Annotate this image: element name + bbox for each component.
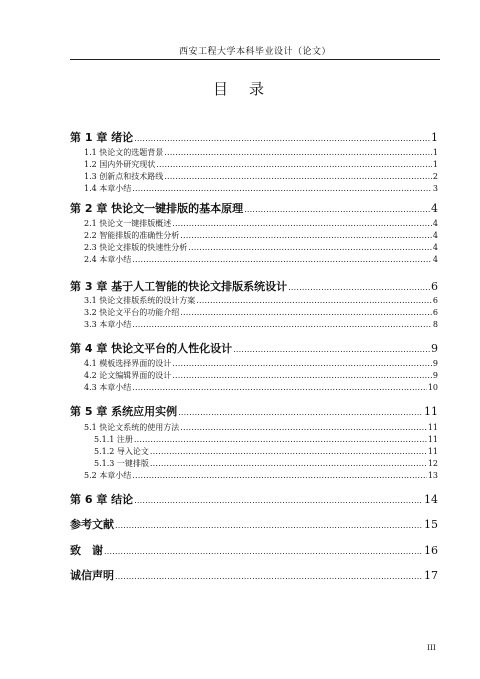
header-rule: [70, 59, 440, 60]
toc-entry-page: 16: [424, 544, 438, 557]
toc-entry-label: 5.1.3 一键排版: [94, 459, 149, 468]
dot-leader: [132, 471, 427, 480]
dot-leader: [115, 569, 423, 582]
toc-section-entry[interactable]: [84, 307, 438, 318]
dot-leader: [180, 308, 432, 317]
toc-entry-label: 致 谢: [70, 544, 103, 557]
toc-chapter-entry[interactable]: [70, 491, 438, 507]
toc-entry-page: 2: [432, 172, 438, 181]
dot-leader: [150, 447, 427, 456]
dot-leader: [233, 342, 430, 355]
dot-leader: [115, 518, 423, 531]
toc-entry-page: 6: [431, 280, 438, 293]
toc-entry-label: 第 4 章 快论文平台的人性化设计: [70, 342, 233, 355]
toc-entry-page: 4: [432, 231, 438, 240]
dot-leader: [134, 131, 430, 144]
dot-leader: [132, 255, 432, 264]
toc-section-entry[interactable]: [84, 218, 438, 229]
toc-chapter-entry[interactable]: [70, 516, 438, 532]
toc-entry-label: 5.2 本章小结: [84, 471, 132, 480]
toc-section-entry[interactable]: [84, 370, 438, 381]
toc-entry-page: 15: [424, 518, 438, 531]
toc-chapter-entry[interactable]: [70, 542, 438, 558]
toc-entry-page: 8: [432, 320, 438, 329]
toc-entry-label: 3.1 快论文排版系统的设计方案: [84, 296, 196, 305]
toc-entry-label: 2.4 本章小结: [84, 255, 132, 264]
toc-chapter-entry[interactable]: [70, 340, 438, 356]
toc-entry-label: 2.3 快论文排版的快速性分析: [84, 243, 188, 252]
toc-entry-page: 6: [432, 308, 438, 317]
toc-entry-page: 13: [427, 471, 438, 480]
toc-entry-label: 1.4 本章小结: [84, 184, 132, 193]
toc-entry-page: 9: [432, 359, 438, 368]
toc-entry-page: 4: [432, 255, 438, 264]
dot-leader: [172, 371, 432, 380]
toc-entry-label: 第 2 章 快论文一键排版的基本原理: [70, 202, 244, 215]
toc-entry-label: 5.1.2 导入论文: [94, 447, 149, 456]
toc-entry-label: 3.2 快论文平台的功能介绍: [84, 308, 180, 317]
dot-leader: [134, 435, 427, 444]
toc-title: 目 录: [212, 80, 267, 98]
toc-entry-page: 12: [427, 459, 438, 468]
dot-leader: [156, 160, 432, 169]
toc-chapter-entry[interactable]: [70, 403, 438, 419]
toc-entry-page: 14: [424, 493, 438, 506]
toc-section-entry[interactable]: [84, 171, 438, 182]
toc-section-entry[interactable]: [84, 230, 438, 241]
dot-leader: [178, 405, 423, 418]
toc-section-entry[interactable]: [84, 295, 438, 306]
dot-leader: [104, 544, 423, 557]
toc-entry-page: 11: [427, 423, 438, 432]
toc-entry-page: 1: [432, 160, 438, 169]
toc-subsection-entry[interactable]: [94, 446, 438, 457]
toc-section-entry[interactable]: [84, 382, 438, 393]
toc-section-entry[interactable]: [84, 358, 438, 369]
toc-entry-label: 4.3 本章小结: [84, 383, 132, 392]
toc-section-entry[interactable]: [84, 254, 438, 265]
dot-leader: [164, 148, 432, 157]
dot-leader: [172, 219, 432, 228]
dot-leader: [134, 493, 423, 506]
toc-chapter-entry[interactable]: [70, 129, 438, 145]
toc-entry-label: 5.1 快论文系统的使用方法: [84, 423, 180, 432]
toc-entry-page: 11: [427, 447, 438, 456]
toc-chapter-entry[interactable]: [70, 278, 438, 294]
toc-subsection-entry[interactable]: [94, 458, 438, 469]
toc-entry-label: 1.3 创新点和技术路线: [84, 172, 164, 181]
toc-section-entry[interactable]: [84, 422, 438, 433]
toc-entry-page: 6: [432, 296, 438, 305]
dot-leader: [132, 320, 432, 329]
toc-entry-page: 3: [432, 184, 438, 193]
dot-leader: [164, 172, 432, 181]
toc-entry-label: 2.2 智能排版的准确性分析: [84, 231, 180, 240]
toc-subsection-entry[interactable]: [94, 434, 438, 445]
toc-entry-page: 1: [431, 131, 438, 144]
toc-chapter-entry[interactable]: [70, 567, 438, 583]
toc-section-entry[interactable]: [84, 147, 438, 158]
dot-leader: [288, 280, 430, 293]
dot-leader: [132, 383, 427, 392]
toc-section-entry[interactable]: [84, 159, 438, 170]
toc-section-entry[interactable]: [84, 242, 438, 253]
dot-leader: [132, 184, 432, 193]
toc-entry-page: 9: [431, 342, 438, 355]
toc-entry-label: 2.1 快论文一键排版概述: [84, 219, 172, 228]
dot-leader: [172, 359, 432, 368]
page-header: 西安工程大学本科毕业设计（论文）: [178, 47, 331, 57]
toc-entry-page: 4: [431, 202, 438, 215]
toc-chapter-entry[interactable]: [70, 200, 438, 216]
dot-leader: [244, 202, 430, 215]
dot-leader: [180, 423, 427, 432]
toc-entry-page: 4: [432, 219, 438, 228]
toc-entry-label: 第 5 章 系统应用实例: [70, 405, 178, 418]
toc-entry-page: 9: [432, 371, 438, 380]
page-number: III: [427, 643, 436, 652]
dot-leader: [188, 243, 432, 252]
toc-entry-page: 11: [424, 405, 438, 418]
toc-entry-page: 4: [432, 243, 438, 252]
toc-section-entry[interactable]: [84, 319, 438, 330]
dot-leader: [196, 296, 432, 305]
toc-entry-label: 第 3 章 基于人工智能的快论文排版系统设计: [70, 280, 288, 293]
toc-entry-page: 11: [427, 435, 438, 444]
toc-entry-page: 1: [432, 148, 438, 157]
toc-entry-page: 17: [424, 569, 438, 582]
toc-entry-label: 第 1 章 绪论: [70, 131, 134, 144]
toc-entry-label: 4.2 论文编辑界面的设计: [84, 371, 172, 380]
toc-section-entry[interactable]: [84, 470, 438, 481]
toc-section-entry[interactable]: [84, 183, 438, 194]
toc-entry-page: 10: [427, 383, 438, 392]
dot-leader: [180, 231, 432, 240]
toc-entry-label: 参考文献: [70, 518, 114, 531]
toc-entry-label: 诚信声明: [70, 569, 114, 582]
toc-entry-label: 1.2 国内外研究现状: [84, 160, 156, 169]
toc-entry-label: 第 6 章 结论: [70, 493, 134, 506]
toc-entry-label: 1.1 快论文的选题背景: [84, 148, 164, 157]
dot-leader: [150, 459, 427, 468]
toc-entry-label: 3.3 本章小结: [84, 320, 132, 329]
toc-entry-label: 4.1 模板选择界面的设计: [84, 359, 172, 368]
toc-entry-label: 5.1.1 注册: [94, 435, 133, 444]
